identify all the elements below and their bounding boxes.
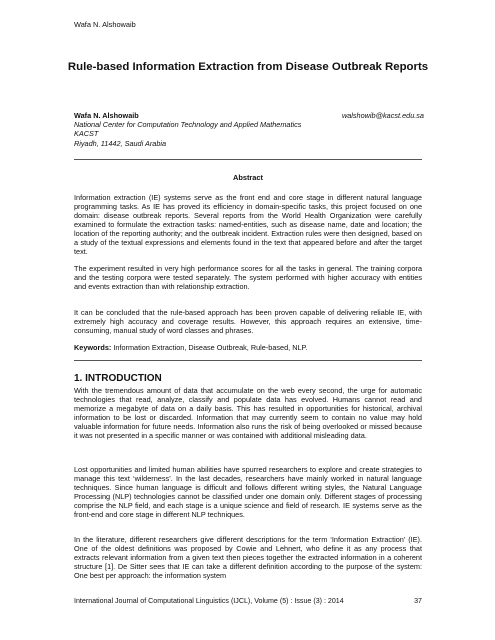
abstract-paragraph-2: The experiment resulted in very high performance scores for all the tasks in general. The training corpora and the testing corpora were tested separately. The system performed with higher accuracy with entities and events extraction than with relationship extraction. [74,264,422,291]
divider-bottom [74,360,422,361]
running-head: Wafa N. Alshowaib [74,20,136,29]
abstract-paragraph-3: It can be concluded that the rule-based approach has been proven capable of delivering reliable IE, with extremely high accuracy and coverage results. However, this approach requires an extensive, time-consuming, manual study of word classes and phrases. [74,308,422,335]
abstract-heading: Abstract [233,173,263,182]
abstract-paragraph-1: Information extraction (IE) systems serve as the front end and core stage in different natural language programming tasks. As IE has proved its efficiency in domain-specific tasks, this project focused on one domain: disease outbreak reports. Several reports from the World Health Organization were carefully examined to formulate the extraction tasks: named-entities, such as disease name, date and location; the location of the reporting authority; and the outbreak incident. Extraction rules were then designed, based on a study of the textual expressions and elements found in the text that appeared before and after the target text. [74,193,422,256]
author-affiliation: National Center for Computation Technology and Applied Mathematics [74,120,302,130]
author-email: walshowib@kacst.edu.sa [341,111,424,120]
author-block [74,111,424,148]
intro-paragraph-2: Lost opportunities and limited human abilities have spurred researchers to explore and create strategies to manage this text ‘wilderness’. In the last decades, researchers have mainly worked in natural language techniques. Since human language is difficult and follows different writing styles, the Natural Language Processing (NLP) technologies cannot be classified under one domain only. Different stages of processing comprise the NLP field, and each stage is a unique science and field of research. IE systems serve as the front-end and core stage in different NLP techniques. [74,465,422,519]
footer-journal: International Journal of Computational Linguistics (IJCL), Volume (5) : Issue (3) : 2014 [74,597,344,605]
paper-title: Rule-based Information Extraction from Disease Outbreak Reports [67,61,429,73]
author-org: KACST [74,129,99,139]
author-address: Riyadh, 11442, Saudi Arabia [74,138,167,148]
page-number: 37 [414,597,422,605]
page-footer [74,597,422,605]
intro-paragraph-3: In the literature, different researchers give different descriptions for the term ‘Information Extraction’ (IE). One of the oldest definitions was proposed by Cowie and Lehnert, who define it as any process that extracts relevant information from a given text then pieces together the extracted information in a coherent structure [1]. De Sitter sees that IE can take a different definition according to the purpose of the system: One best per approach: the information system [74,535,422,580]
author-name: Wafa N. Alshowaib [74,111,139,120]
keywords-label: Keywords: [74,343,112,352]
section-heading-introduction: 1. INTRODUCTION [74,373,162,384]
keywords-line [74,343,422,352]
keywords-text: Information Extraction, Disease Outbreak, Rule-based, NLP. [113,343,308,352]
divider-top [74,159,422,160]
intro-paragraph-1: With the tremendous amount of data that accumulate on the web every second, the urge for automatic technologies that read, analyze, classify and populate data has evolved. Humans cannot read and memorize a megabyte of data on a daily basis. This has resulted in opportunities for historical, archival information to be lost or discarded. Information that may currently seem to contain no value may hold valuable information for future needs. Information also runs the risk of being overlooked or missed because it was not presented in a specific manner or was contained with additional misleading data. [74,386,422,440]
